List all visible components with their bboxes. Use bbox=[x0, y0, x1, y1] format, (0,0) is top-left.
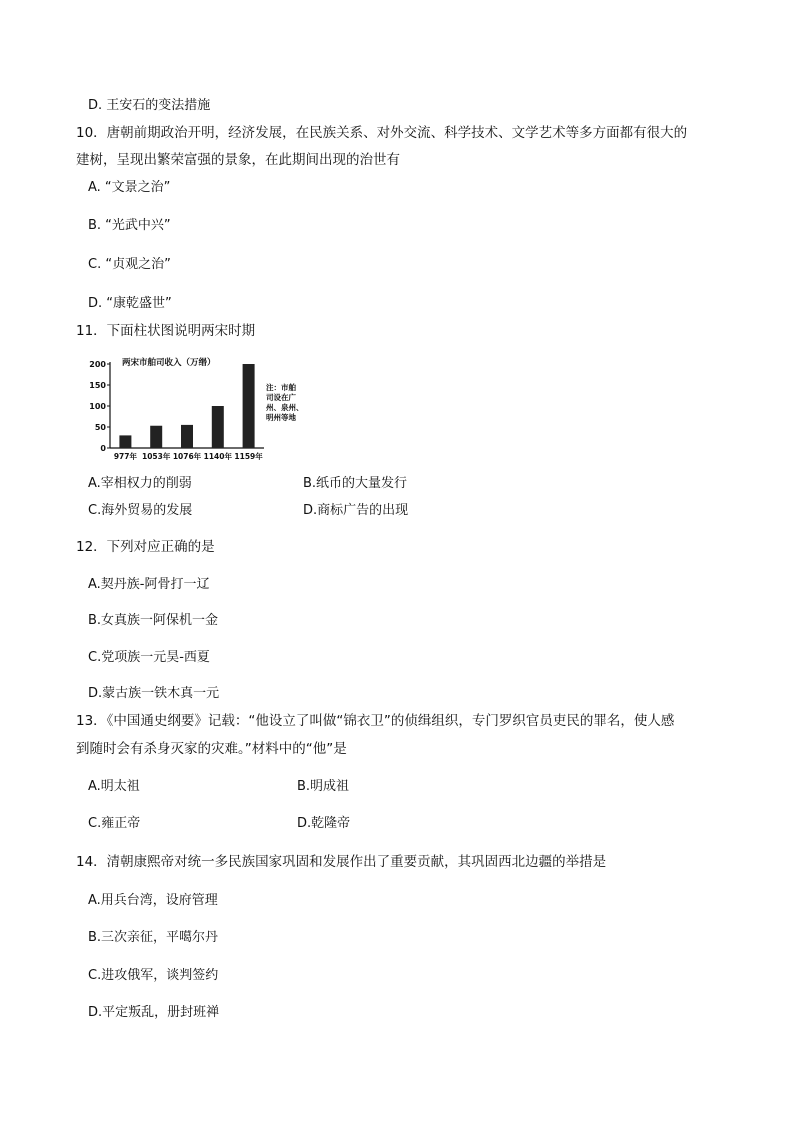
q10-option-c: C. “贞观之治” bbox=[88, 257, 171, 272]
q9-option-d: D. 王安石的变法措施 bbox=[88, 98, 211, 113]
chart-bar bbox=[119, 435, 131, 448]
q11-option-c: C.海外贸易的发展 bbox=[88, 503, 193, 518]
q13-option-b: B.明成祖 bbox=[297, 779, 350, 794]
q14-option-c: C.进攻俄军，谈判签约 bbox=[88, 968, 219, 983]
q10-option-d: D. “康乾盛世” bbox=[88, 296, 172, 311]
chart-bar bbox=[181, 425, 193, 448]
q14-option-d: D.平定叛乱，册封班禅 bbox=[88, 1005, 220, 1020]
q14-option-b: B.三次亲征，平噶尔丹 bbox=[88, 930, 219, 945]
q12-option-a: A.契丹族-阿骨打一辽 bbox=[88, 577, 210, 592]
q12-option-c: C.党项族一元昊-西夏 bbox=[88, 650, 210, 665]
q13-option-d: D.乾隆帝 bbox=[297, 816, 351, 831]
q14-stem: 14．清朝康熙帝对统一多民族国家巩固和发展作出了重要贡献，其巩固西北边疆的举措是 bbox=[76, 854, 607, 870]
q11-option-d: D.商标广告的出现 bbox=[303, 503, 409, 518]
x-tick-label: 1159年 bbox=[234, 452, 263, 461]
y-tick-label: 50 bbox=[94, 423, 106, 432]
q14-option-a: A.用兵台湾，设府管理 bbox=[88, 893, 218, 908]
q11-option-b: B.纸币的大量发行 bbox=[303, 476, 408, 491]
q13-option-a: A.明太祖 bbox=[88, 779, 140, 794]
chart-bar bbox=[150, 426, 162, 448]
x-tick-label: 1076年 bbox=[172, 452, 202, 461]
q10-option-a: A. “文景之治” bbox=[88, 180, 171, 195]
x-tick-label: 977年 bbox=[113, 452, 137, 461]
y-tick-label: 150 bbox=[89, 381, 106, 390]
q13-stem-line1: 13．《中国通史纲要》记载：“他设立了叫做“锦衣卫”的侦缉组织，专门罗织官员吏民的罪名，使人感 bbox=[76, 713, 675, 729]
x-tick-label: 1140年 bbox=[203, 452, 232, 461]
chart-note-line: 明州等地 bbox=[266, 413, 296, 422]
q12-option-d: D.蒙古族一铁木真一元 bbox=[88, 686, 220, 701]
q13-stem-line2: 到随时会有杀身灭家的灾难。”材料中的“他”是 bbox=[76, 741, 347, 757]
chart-note-line: 司设在广 bbox=[266, 393, 296, 402]
q13-option-c: C.雍正帝 bbox=[88, 816, 141, 831]
y-tick-label: 200 bbox=[89, 360, 106, 369]
q11-option-a: A.宰相权力的削弱 bbox=[88, 476, 192, 491]
song-port-revenue-chart bbox=[84, 356, 314, 466]
y-tick-label: 0 bbox=[100, 444, 106, 453]
q10-stem-line2: 建树，呈现出繁荣富强的景象，在此期间出现的治世有 bbox=[76, 152, 400, 168]
chart-title: 两宋市舶司收入（万缗） bbox=[122, 358, 216, 368]
q10-stem-line1: 10．唐朝前期政治开明，经济发展，在民族关系、对外交流、科学技术、文学艺术等多方面都有很大的 bbox=[76, 125, 688, 141]
y-tick-label: 100 bbox=[89, 402, 106, 411]
q12-stem: 12．下列对应正确的是 bbox=[76, 539, 215, 555]
q12-option-b: B.女真族一阿保机一金 bbox=[88, 613, 219, 628]
q10-option-b: B. “光武中兴” bbox=[88, 218, 171, 233]
chart-note-line: 州、泉州、 bbox=[266, 403, 304, 412]
chart-bar bbox=[212, 406, 224, 448]
chart-note-line: 注：市舶 bbox=[266, 383, 296, 392]
chart-bar bbox=[243, 364, 255, 448]
x-tick-label: 1053年 bbox=[142, 452, 171, 461]
q11-stem: 11．下面柱状图说明两宋时期 bbox=[76, 323, 256, 339]
